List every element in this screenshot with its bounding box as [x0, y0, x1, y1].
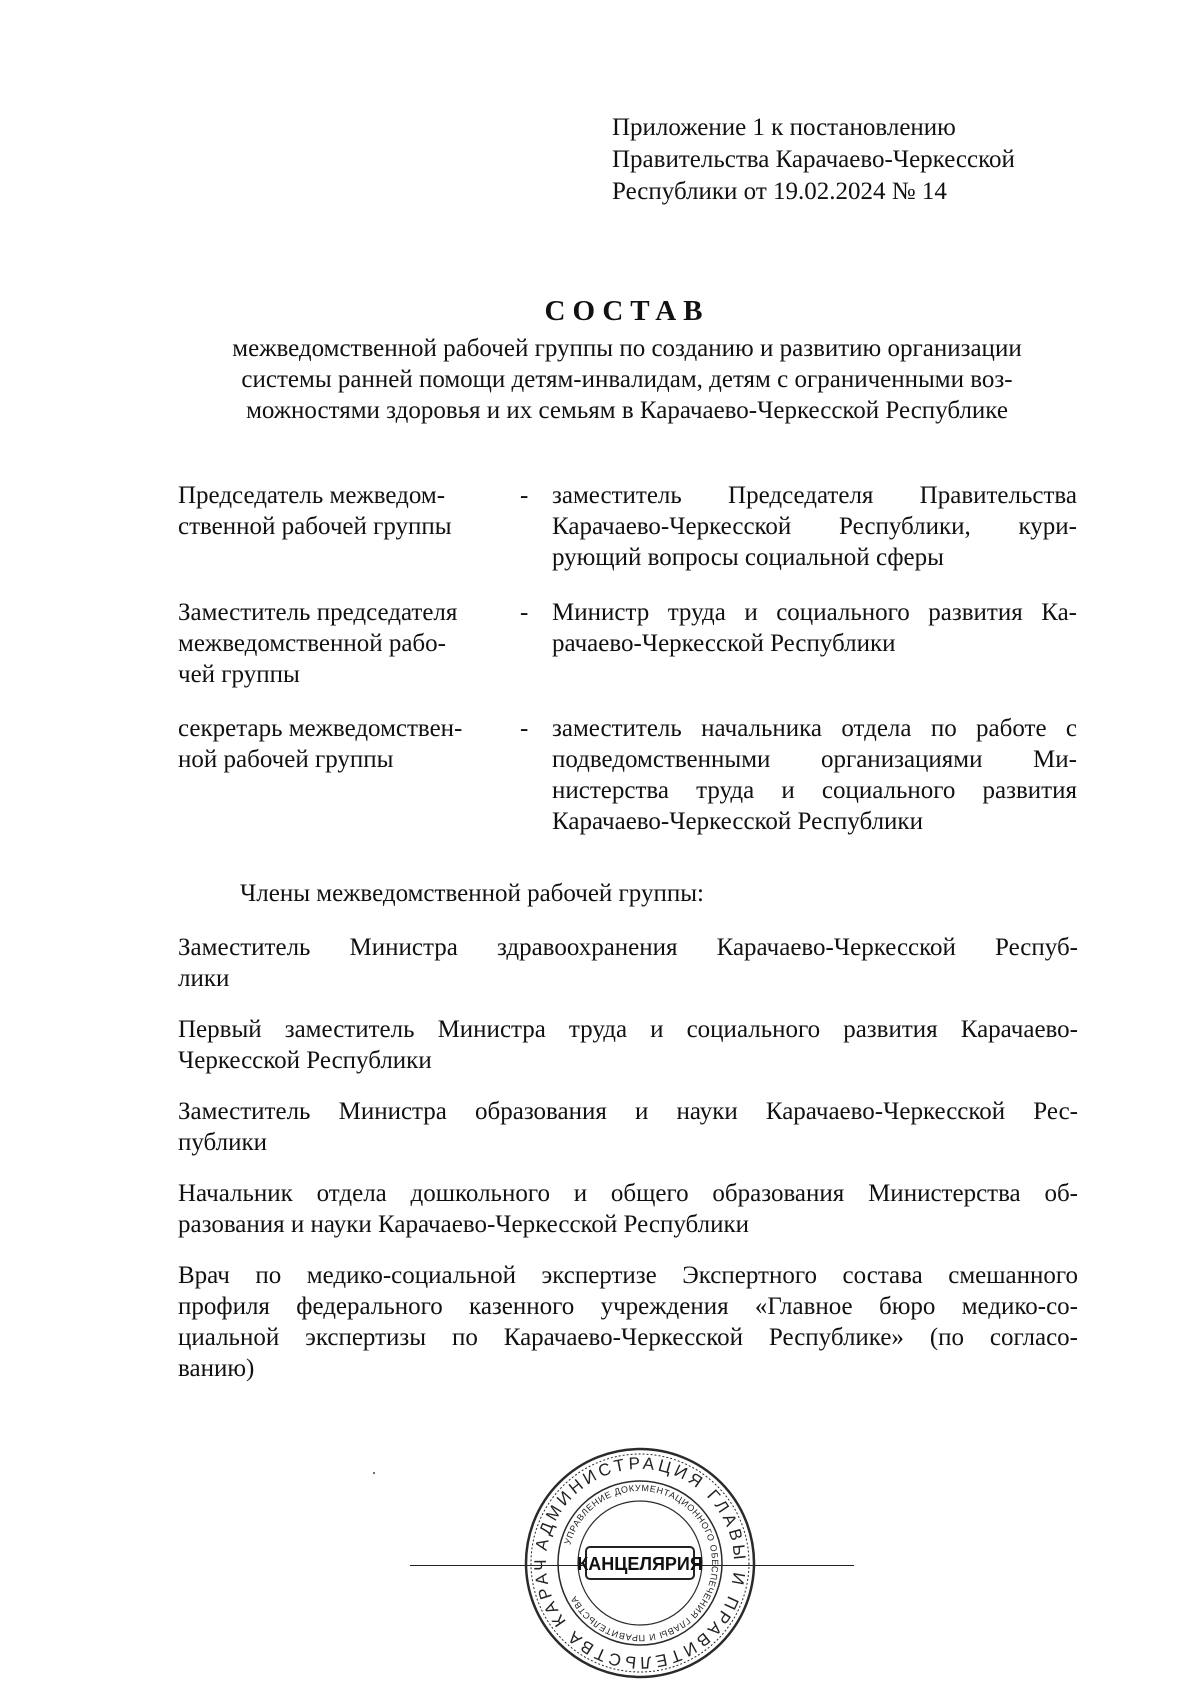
subtitle-line: системы ранней помощи детям-инвалидам, детям с ограниченными воз-	[241, 366, 1013, 393]
role-description	[552, 597, 1077, 659]
role-dash: -	[520, 599, 529, 626]
member-line: Заместитель Министра здравоохранения Карачаево-Черкесской Респуб-	[178, 934, 1078, 961]
role-dash: -	[520, 482, 529, 509]
member-item	[178, 932, 1078, 994]
role-desc-line: Карачаево-Черкесской Республики	[552, 808, 923, 835]
member-line: разования и науки Карачаево-Черкесской Республики	[178, 1211, 749, 1238]
seal-inner-text: УПРАВЛЕНИЕ ДОКУМЕНТАЦИОННОГО ОБЕСПЕЧЕНИЯ ГЛАВЫ И ПРАВИТЕЛЬСТВА	[562, 1482, 721, 1644]
scan-speck	[373, 1472, 375, 1474]
document-title: СОСТАВ	[544, 295, 710, 327]
role-title-line: Председатель межведом-	[178, 482, 446, 509]
role-desc-line: Карачаево-Черкесской Республики, кури-	[552, 513, 1077, 540]
role-title-line: секретарь межведомствен-	[178, 715, 463, 742]
role-desc-line: Министр труда и социального развития Ка-	[552, 599, 1077, 626]
member-line: профиля федерального казенного учреждения «Главное бюро медико-со-	[178, 1293, 1078, 1320]
role-title-line: Заместитель председателя	[178, 599, 458, 626]
member-item	[178, 1014, 1078, 1076]
member-item	[178, 1096, 1078, 1158]
official-seal	[522, 1445, 758, 1681]
role-title-line: межведомственной рабо-	[178, 630, 446, 657]
member-line: Первый заместитель Министра труда и социального развития Карачаево-	[178, 1016, 1078, 1043]
role-desc-line: нистерства труда и социального развития	[552, 777, 1077, 804]
subtitle-line: межведомственной рабочей группы по созданию и развитию организации	[232, 335, 1022, 362]
member-item	[178, 1260, 1078, 1384]
members-heading: Члены межведомственной рабочей группы:	[240, 880, 704, 907]
member-line: Черкесской Республики	[178, 1047, 432, 1074]
member-line: Заместитель Министра образования и науки Карачаево-Черкесской Рес-	[178, 1098, 1078, 1125]
role-title-line: ной рабочей группы	[178, 746, 394, 773]
member-line: Врач по медико-социальной экспертизе Экспертного состава смешанного	[178, 1262, 1078, 1289]
member-line: ванию)	[178, 1355, 255, 1382]
appendix-reference	[612, 112, 1015, 208]
role-title-line: ственной рабочей группы	[178, 513, 452, 540]
role-desc-line: подведомственными организациями Ми-	[552, 746, 1077, 773]
seal-center-text: КАНЦЕЛЯРИЯ	[577, 1554, 703, 1574]
role-desc-line: рующий вопросы социальной сферы	[552, 544, 944, 571]
member-line: лики	[178, 965, 230, 992]
role-dash: -	[520, 715, 529, 742]
appendix-line: Приложение 1 к постановлению	[612, 114, 956, 141]
role-title	[178, 480, 508, 542]
member-line: циальной экспертизы по Карачаево-Черкесской Республике» (по согласо-	[178, 1324, 1078, 1351]
role-desc-line: заместитель начальника отдела по работе с	[552, 715, 1077, 742]
role-title	[178, 713, 508, 775]
appendix-line: Правительства Карачаево-Черкесской	[612, 146, 1015, 173]
member-item	[178, 1178, 1078, 1240]
role-description	[552, 713, 1077, 837]
document-subtitle	[175, 333, 1079, 426]
role-title-line: чей группы	[178, 661, 300, 688]
seal-graphic	[522, 1445, 758, 1681]
appendix-line: Республики от 19.02.2024 № 14	[612, 178, 947, 205]
role-desc-line: заместитель Председателя Правительства	[552, 482, 1077, 509]
seal-outer-text: АДМИНИСТРАЦИЯ ГЛАВЫ И ПРАВИТЕЛЬСТВА КАРАЧ	[530, 1453, 750, 1673]
role-title	[178, 597, 508, 690]
role-desc-line: рачаево-Черкесской Республики	[552, 630, 896, 657]
member-line: публики	[178, 1129, 268, 1156]
member-line: Начальник отдела дошкольного и общего образования Министерства об-	[178, 1180, 1078, 1207]
role-description	[552, 480, 1077, 573]
subtitle-line: можностями здоровья и их семьям в Карачаево-Черкесской Республике	[246, 397, 1008, 424]
